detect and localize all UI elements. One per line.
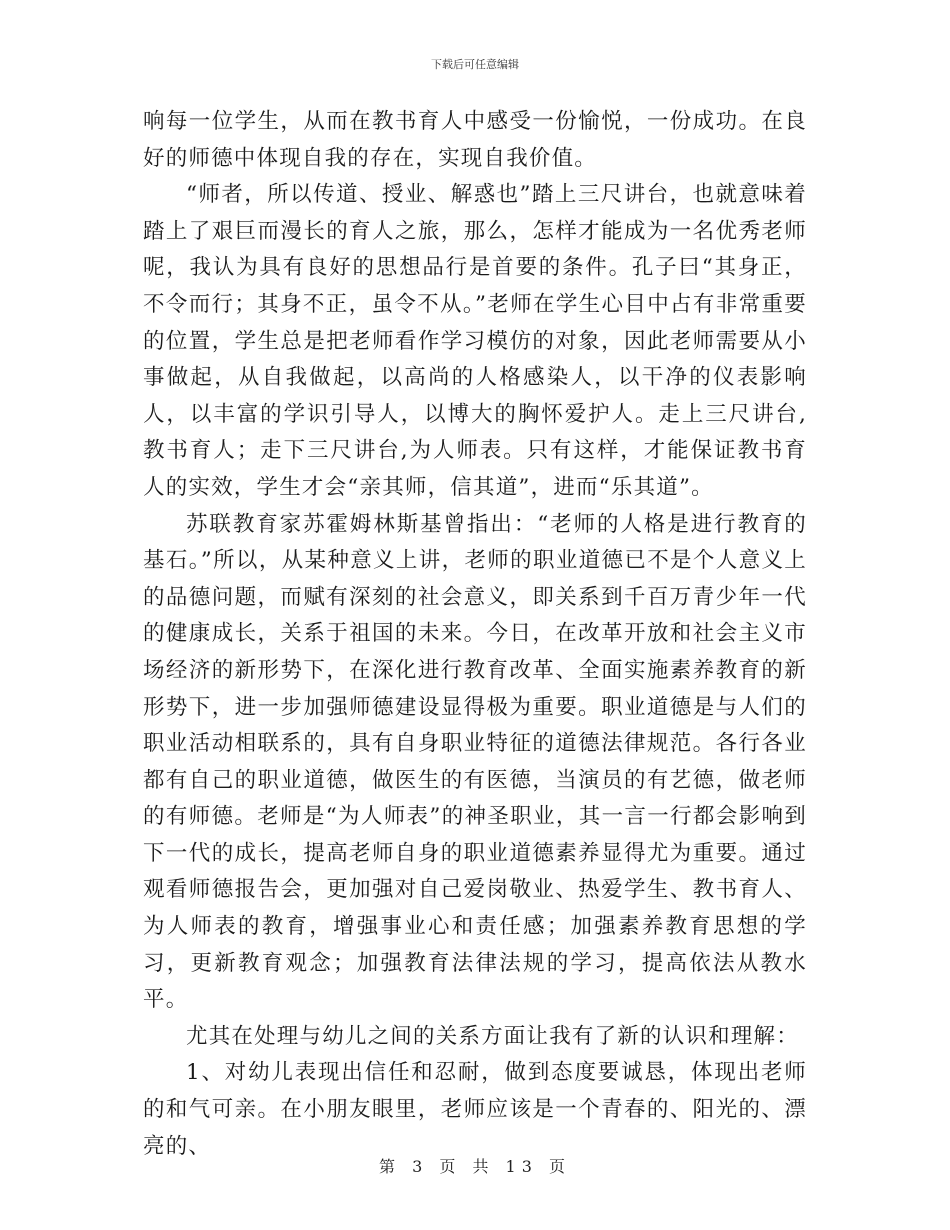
paragraph-continuation: 响每一位学生，从而在教书育人中感受一份愉悦，一份成功。在良好的师德中体现自我的存在，实现自我价值。 — [143, 109, 807, 171]
page-header: 下载后可任意编辑 — [431, 58, 519, 71]
paragraph-children-relations: 尤其在处理与幼儿之间的关系方面让我有了新的认识和理解： — [186, 1023, 799, 1049]
paragraph-point-1: 1、对幼儿表现出信任和忍耐，做到态度要诚恳，体现出老师的和气可亲。在小朋友眼里，老师应该是一个青春的、阳光的、漂亮的、 — [143, 1060, 807, 1159]
page-number: 第 3 页 共 13 页 — [379, 1157, 571, 1176]
document-body — [143, 104, 807, 1165]
paragraph-sukhomlinsky: 苏联教育家苏霍姆林斯基曾指出：“老师的人格是进行教育的基石。”所以，从某种意义上讲，老师的职业道德已不是个人意义上的品德问题，而赋有深刻的社会意义，即关系到千百万青少年一代的健康成长，关系于祖国的未来。今日，在改革开放和社会主义市场经济的新形势下，在深化进行教育改革、全面实施素养教育的新形势下，进一步加强师德建设显得极为重要。职业道德是与人们的职业活动相联系的，具有自身职业特征的道德法律规范。各行各业都有自己的职业道德，做医生的有医德，当演员的有艺德，做老师的有师德。老师是“为人师表”的神圣职业，其一言一行都会影响到下一代的成长，提高老师自身的职业道德素养显得尤为重要。通过观看师德报告会，更加强对自己爱岗敬业、热爱学生、教书育人、为人师表的教育，增强事业心和责任感；加强素养教育思想的学习，更新教育观念；加强教育法律法规的学习，提高依法从教水平。 — [143, 511, 807, 1013]
paragraph-teacher-quote: “师者，所以传道、授业、解惑也”踏上三尺讲台，也就意味着踏上了艰巨而漫长的育人之旅，那么，怎样才能成为一名优秀老师呢，我认为具有良好的思想品行是首要的条件。孔子曰“其身正，不令而行；其身不正，虽令不从。”老师在学生心目中占有非常重要的位置，学生总是把老师看作学习模仿的对象，因此老师需要从小事做起，从自我做起，以高尚的人格感染人，以干净的仪表影响人，以丰富的学识引导人，以博大的胸怀爱护人。走上三尺讲台,教书育人；走下三尺讲台,为人师表。只有这样，才能保证教书育人的实效，学生才会“亲其师，信其道”，进而“乐其道”。 — [143, 182, 807, 500]
